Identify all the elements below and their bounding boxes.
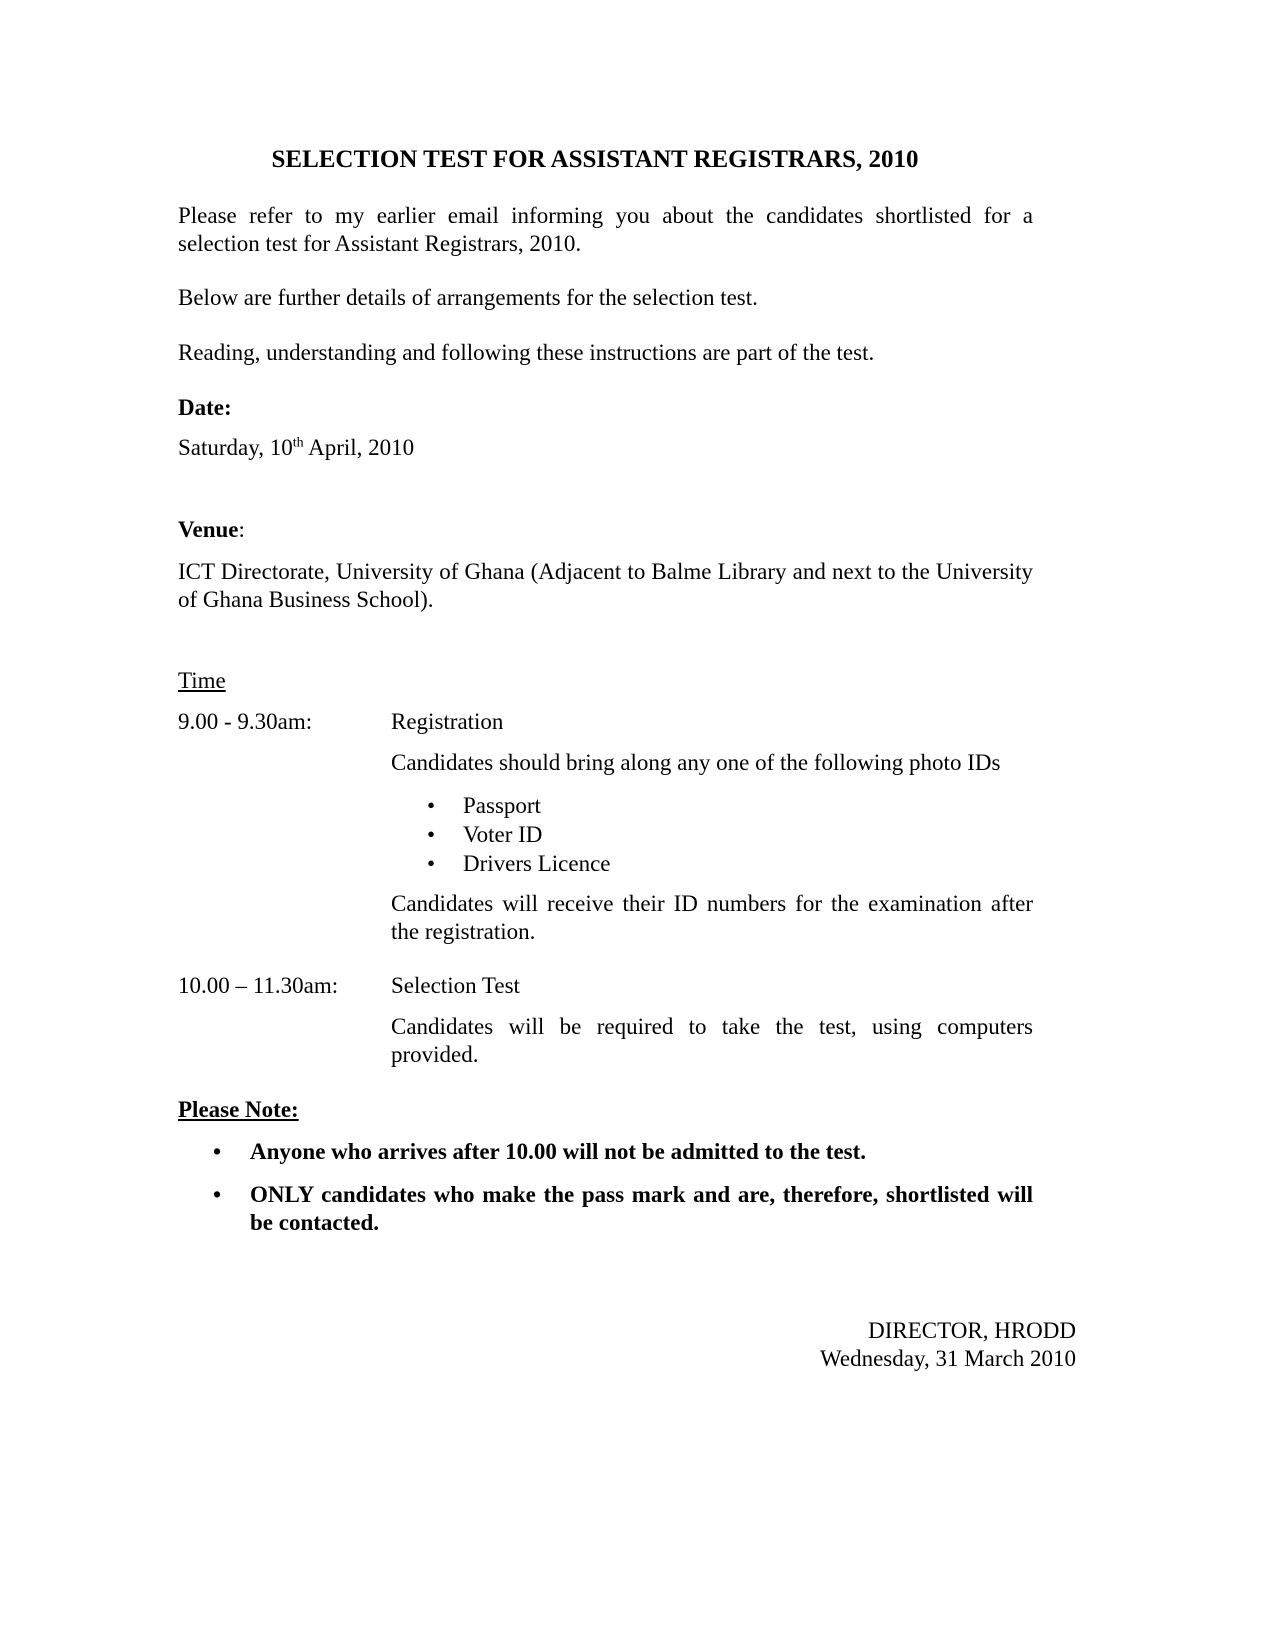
note-bullet-2: • — [213, 1182, 222, 1207]
note-heading: Please Note: — [178, 1097, 299, 1122]
intro-paragraph-2: Below are further details of arrangements for the selection test. — [178, 285, 758, 310]
slot1-note: Candidates should bring along any one of the following photo IDs — [391, 750, 1001, 775]
signature-name: DIRECTOR, HRODD — [868, 1318, 1076, 1343]
intro-paragraph-1: Please refer to my earlier email informing you about the candidates shortlisted for a selection test for Assistant Registrars, 2010. — [178, 203, 1033, 256]
slot1-activity: Registration — [391, 709, 504, 734]
venue-label — [178, 516, 245, 544]
note-bullet-1: • — [213, 1139, 222, 1164]
date-label: Date: — [178, 395, 232, 420]
slot1-after-note: Candidates will receive their ID numbers for the examination after the registration. — [391, 891, 1033, 944]
intro-paragraph-3: Reading, understanding and following these instructions are part of the test. — [178, 340, 875, 365]
date-day: Saturday, 10 — [178, 435, 293, 460]
note-item-contact: ONLY candidates who make the pass mark and are, therefore, shortlisted will be contacted. — [250, 1182, 1033, 1235]
venue-label-colon: : — [238, 517, 245, 542]
date-ordinal: th — [292, 435, 304, 451]
venue-text: ICT Directorate, University of Ghana (Adjacent to Balme Library and next to the University of Ghana Business School). — [178, 559, 1033, 612]
slot2-time: 10.00 – 11.30am: — [178, 973, 339, 998]
time-heading: Time — [178, 668, 226, 693]
slot1-time: 9.00 - 9.30am: — [178, 709, 313, 734]
signature-date: Wednesday, 31 March 2010 — [820, 1346, 1076, 1371]
id-bullet-2: • — [427, 822, 436, 847]
id-item-drivers-licence: Drivers Licence — [463, 851, 611, 876]
note-item-late-arrival: Anyone who arrives after 10.00 will not be admitted to the test. — [250, 1139, 867, 1164]
id-item-voter-id: Voter ID — [463, 822, 543, 847]
venue-label-text: Venue — [178, 517, 239, 542]
slot2-activity: Selection Test — [391, 973, 520, 998]
id-item-passport: Passport — [463, 793, 541, 818]
slot2-note: Candidates will be required to take the test, using computers provided. — [391, 1014, 1033, 1067]
id-bullet-1: • — [427, 793, 436, 818]
date-value — [178, 434, 414, 462]
document-title: SELECTION TEST FOR ASSISTANT REGISTRARS, 2010 — [271, 146, 919, 173]
date-month-year: April, 2010 — [303, 435, 415, 460]
id-bullet-3: • — [427, 851, 436, 876]
